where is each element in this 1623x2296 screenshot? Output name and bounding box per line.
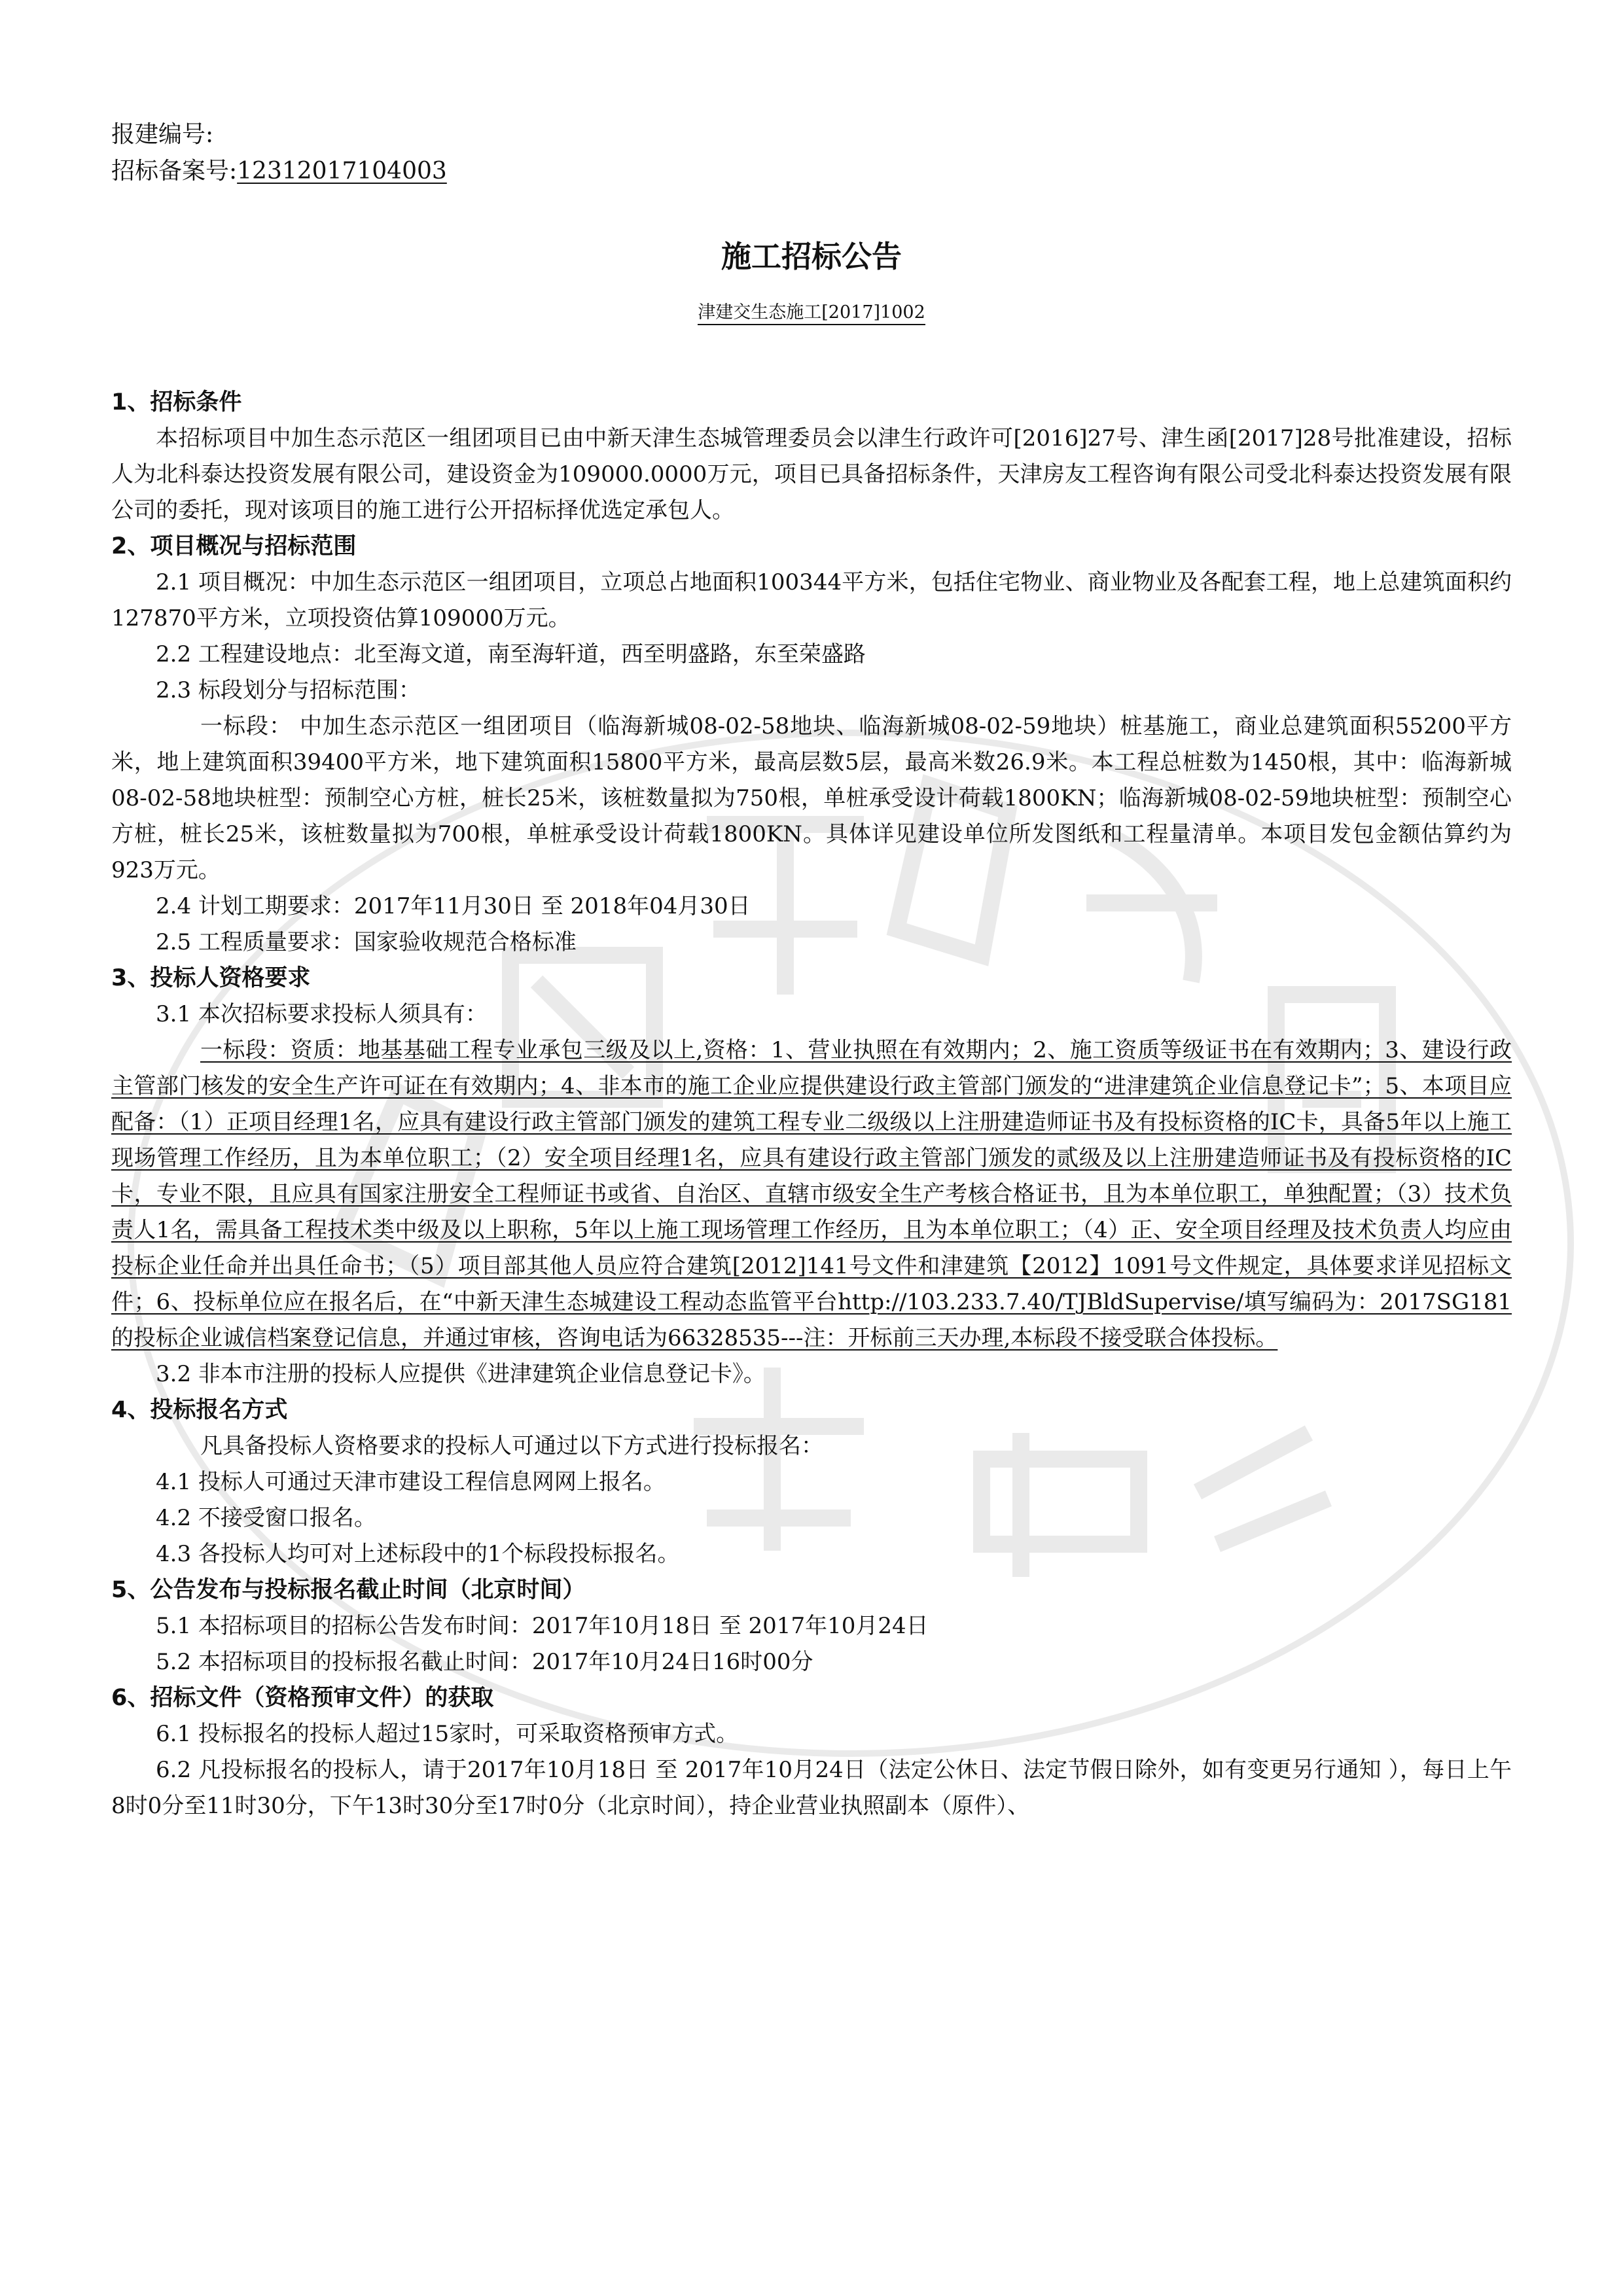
section-heading-3: 3、投标人资格要求 [111,965,311,991]
tender-record-line [111,153,1512,190]
section-6-1-paragraph: 6.1 投标报名的投标人超过15家时，可采取资格预审方式。 [156,1721,739,1747]
tender-record-value: 12312017104003 [237,158,447,185]
section-3-2-paragraph: 3.2 非本市注册的投标人应提供《进津建筑企业信息登记卡》。 [156,1361,766,1387]
section-heading-4: 4、投标报名方式 [111,1397,288,1423]
section-3-1-lot-requirements: 一标段：资质：地基基础工程专业承包三级及以上,资格：1、营业执照在有效期内；2、施工资质等级证书在有效期内；3、建设行政主管部门核发的安全生产许可证在有效期内；4、非本市的施工企业应提供建设行政主管部门颁发的“进津建筑企业信息登记卡”；5、本项目应配备：（1）正项目经理1名，应具有建设行政主管部门颁发的建筑工程专业二级级以上注册建造师证书及有投标资格的IC卡，具备5年以上施工现场管理工作经历，且为本单位职工；（2）安全项目经理1名，应具有建设行政主管部门颁发的贰级及以上注册建造师证书及有投标资格的IC卡，专业不限，且应具有国家注册安全工程师证书或省、自治区、直辖市级安全生产考核合格证书，且为本单位职工，单独配置；（3）技术负责人1名，需具备工程技术类中级及以上职称，5年以上施工现场管理工作经历，且为本单位职工；（4）正、安全项目经理及技术负责人均应由投标企业任命并出具任命书；（5）项目部其他人员应符合建筑[2012]141号文件和津建筑【2012】1091号文件规定，具体要求详见招标文件；6、投标单位应在报名后，在“中新天津生态城建设工程动态监管平台http://103.233.7.40/TJBldSupervise/填写编码为：2017SG181的投标企业诚信档案登记信息，并通过审核，咨询电话为66328535---注：开标前三天办理,本标段不接受联合体投标。 [111,1037,1512,1351]
document-content [111,116,1512,1824]
section-2-3-paragraph: 2.3 标段划分与招标范围： [156,677,421,703]
section-2-3-lot-paragraph: 一标段： 中加生态示范区一组团项目（临海新城08-02-58地块、临海新城08-02-59地块）桩基施工，商业总建筑面积55200平方米，地上建筑面积39400平方米，地下建筑面积15800平方米，最高层数5层，最高米数26.9米。本工程总桩数为1450根，其中：临海新城08-02-58地块桩型：预制空心方桩，桩长25米，该桩数量拟为750根，单桩承受设计荷载1800KN；临海新城08-02-59地块桩型：预制空心方桩，桩长25米，该桩数量拟为700根，单桩承受设计荷载1800KN。具体详见建设单位所发图纸和工程量清单。本项目发包金额估算约为923万元。 [111,713,1512,883]
section-heading-6: 6、招标文件（资格预审文件）的获取 [111,1685,494,1711]
section-heading-2: 2、项目概况与招标范围 [111,533,357,559]
section-heading-1: 1、招标条件 [111,389,242,415]
section-3-1-paragraph: 3.1 本次招标要求投标人须具有： [156,1001,488,1027]
section-4-3-paragraph: 4.3 各投标人均可对上述标段中的1个标段投标报名。 [156,1541,680,1567]
section-2-2-paragraph: 2.2 工程建设地点：北至海文道，南至海轩道，西至明盛路，东至荣盛路 [156,641,866,667]
section-5-2-paragraph: 5.2 本招标项目的投标报名截止时间：2017年10月24日16时00分 [156,1649,813,1675]
section-1-paragraph: 本招标项目中加生态示范区一组团项目已由中新天津生态城管理委员会以津生行政许可[2016]27号、津生函[2017]28号批准建设，招标人为北科泰达投资发展有限公司，建设资金为109000.0000万元，项目已具备招标条件，天津房友工程咨询有限公司受北科泰达投资发展有限公司的委托，现对该项目的施工进行公开招标择优选定承包人。 [111,425,1512,523]
tender-record-label: 招标备案号: [111,158,238,185]
section-2-5-paragraph: 2.5 工程质量要求：国家验收规范合格标准 [156,929,577,955]
section-4-2-paragraph: 4.2 不接受窗口报名。 [156,1505,376,1531]
section-5-1-paragraph: 5.1 本招标项目的招标公告发布时间：2017年10月18日 至 2017年10月24日 [156,1613,929,1639]
section-4-1-paragraph: 4.1 投标人可通过天津市建设工程信息网网上报名。 [156,1469,666,1495]
section-2-1-paragraph: 2.1 项目概况：中加生态示范区一组团项目，立项总占地面积100344平方米，包括住宅物业、商业物业及各配套工程，地上总建筑面积约127870平方米，立项投资估算109000万元。 [111,569,1512,631]
sections [111,385,1512,1824]
document-title: 施工招标公告 [721,239,902,274]
document-number [111,300,1512,326]
section-6-2-paragraph: 6.2 凡投标报名的投标人，请于2017年10月18日 至 2017年10月24日（法定公休日、法定节假日除外，如有变更另行通知 ），每日上午8时0分至11时30分，下午13时30分至17时0分（北京时间），持企业营业执照副本（原件）、 [111,1757,1512,1819]
document-number-text: 津建交生态施工[2017]1002 [698,302,925,325]
section-2-4-paragraph: 2.4 计划工期要求：2017年11月30日 至 2018年04月30日 [156,893,751,919]
report-number-label: 报建编号: [111,121,214,148]
section-4-intro-paragraph: 凡具备投标人资格要求的投标人可通过以下方式进行投标报名： [200,1433,823,1459]
report-number-line [111,116,1512,153]
section-heading-5: 5、公告发布与投标报名截止时间（北京时间） [111,1577,586,1603]
